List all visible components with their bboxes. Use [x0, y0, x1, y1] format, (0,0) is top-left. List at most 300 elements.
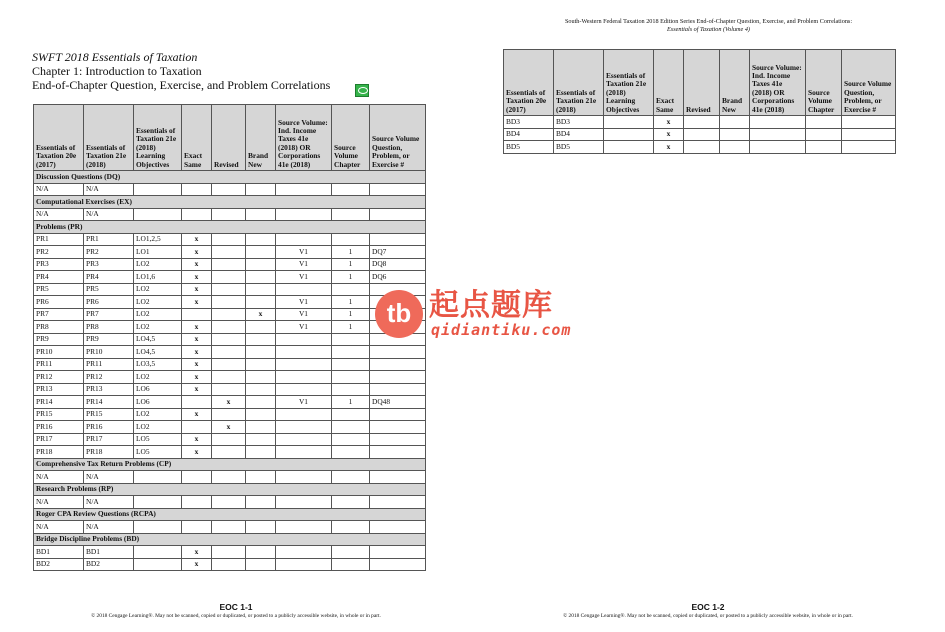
cell-exact-same: x: [182, 558, 212, 571]
cell-learning-objectives: LO2: [134, 283, 182, 296]
cell-revised: [212, 496, 246, 509]
table-row: [34, 521, 426, 534]
watermark-url-text: qidiantiku.com: [431, 321, 572, 339]
cell-brand-new: x: [246, 308, 276, 321]
cell-brand-new: [246, 271, 276, 284]
watermark-logo: [375, 290, 575, 340]
cell-exact-same: x: [182, 358, 212, 371]
table-row: [34, 271, 426, 284]
cell-source-volume: [276, 358, 332, 371]
section-header-row: [34, 533, 426, 546]
cell-revised: [212, 521, 246, 534]
running-header-line-1: South-Western Federal Taxation 2018 Edition Series End-of-Chapter Question, Exercise, and Problem Correlations:: [564, 18, 853, 25]
table-row: [34, 321, 426, 334]
cell-brand-new: [246, 521, 276, 534]
cell-edition-21e: PR5: [84, 283, 134, 296]
cell-edition-20e: PR16: [34, 421, 84, 434]
cell-source-chapter: [332, 471, 370, 484]
cell-learning-objectives: LO3,5: [134, 358, 182, 371]
cell-source-question: [370, 471, 426, 484]
cell-brand-new: [720, 116, 750, 129]
column-header-source-question: Source Volume Question, Problem, or Exercise #: [842, 50, 896, 116]
cell-revised: [212, 433, 246, 446]
column-header-revised: Revised: [212, 105, 246, 171]
cell-edition-20e: PR9: [34, 333, 84, 346]
cell-brand-new: [246, 446, 276, 459]
cell-source-volume: [276, 408, 332, 421]
table-row: [34, 546, 426, 559]
cell-source-chapter: [332, 183, 370, 196]
cell-revised: [212, 446, 246, 459]
cell-source-volume: [276, 183, 332, 196]
cell-exact-same: x: [182, 433, 212, 446]
cell-edition-21e: BD1: [84, 546, 134, 559]
cell-brand-new: [246, 183, 276, 196]
cell-learning-objectives: LO6: [134, 396, 182, 409]
cell-learning-objectives: [604, 141, 654, 154]
section-title: Problems (PR): [34, 221, 426, 234]
cell-edition-20e: PR18: [34, 446, 84, 459]
table-row: [34, 183, 426, 196]
table-header-row: [34, 105, 426, 171]
cell-source-question: DQ7: [370, 246, 426, 259]
cell-edition-21e: PR13: [84, 383, 134, 396]
cell-exact-same: x: [182, 408, 212, 421]
cell-edition-21e: PR15: [84, 408, 134, 421]
cell-edition-21e: N/A: [84, 208, 134, 221]
cell-source-question: [842, 141, 896, 154]
cell-brand-new: [246, 246, 276, 259]
cell-source-question: DQ6: [370, 271, 426, 284]
cell-source-volume: [276, 521, 332, 534]
cell-revised: [212, 546, 246, 559]
cell-edition-21e: PR7: [84, 308, 134, 321]
table-row: [504, 141, 896, 154]
cell-edition-20e: BD2: [34, 558, 84, 571]
cell-revised: [212, 296, 246, 309]
correlation-table-left: [33, 104, 426, 571]
table-row: [34, 346, 426, 359]
cell-revised: [212, 333, 246, 346]
cell-edition-20e: PR15: [34, 408, 84, 421]
table-row: [34, 496, 426, 509]
cell-learning-objectives: LO2: [134, 308, 182, 321]
cell-learning-objectives: [134, 208, 182, 221]
cell-learning-objectives: LO1,6: [134, 271, 182, 284]
cell-exact-same: x: [654, 141, 684, 154]
cell-brand-new: [246, 208, 276, 221]
table-row: [34, 383, 426, 396]
cell-revised: [212, 383, 246, 396]
cell-source-chapter: [332, 333, 370, 346]
cell-edition-21e: BD4: [554, 128, 604, 141]
column-header-brand-new: Brand New: [246, 105, 276, 171]
cell-brand-new: [246, 496, 276, 509]
running-header-line-2: Essentials of Taxation (Volume 4): [667, 26, 750, 33]
cell-revised: [212, 308, 246, 321]
cell-edition-21e: PR9: [84, 333, 134, 346]
cell-source-question: [370, 558, 426, 571]
cell-source-question: [370, 346, 426, 359]
cell-source-question: [370, 371, 426, 384]
cell-source-chapter: [332, 521, 370, 534]
cell-edition-20e: PR11: [34, 358, 84, 371]
cell-source-volume: [750, 116, 806, 129]
table-row: [34, 233, 426, 246]
table-body: [504, 116, 896, 154]
cell-edition-20e: N/A: [34, 496, 84, 509]
cell-revised: [684, 116, 720, 129]
cell-edition-20e: PR12: [34, 371, 84, 384]
cell-edition-20e: PR8: [34, 321, 84, 334]
cell-edition-21e: PR18: [84, 446, 134, 459]
section-title: Roger CPA Review Questions (RCPA): [34, 508, 426, 521]
cell-edition-20e: N/A: [34, 208, 84, 221]
cell-exact-same: x: [182, 333, 212, 346]
cell-revised: [212, 233, 246, 246]
cell-edition-21e: PR11: [84, 358, 134, 371]
column-header-learning-objectives: Essentials of Taxation 21e (2018) Learning Objectives: [604, 50, 654, 116]
table-row: [34, 396, 426, 409]
cell-edition-20e: PR4: [34, 271, 84, 284]
cell-source-question: [370, 408, 426, 421]
table-row: [504, 128, 896, 141]
cell-brand-new: [246, 471, 276, 484]
section-header-row: [34, 458, 426, 471]
cell-source-chapter: [332, 558, 370, 571]
cell-brand-new: [246, 346, 276, 359]
cell-exact-same: x: [654, 128, 684, 141]
cell-source-question: [370, 433, 426, 446]
cell-brand-new: [246, 333, 276, 346]
table-row: [34, 421, 426, 434]
cell-edition-20e: N/A: [34, 471, 84, 484]
cell-revised: [212, 246, 246, 259]
cell-learning-objectives: LO4,5: [134, 333, 182, 346]
cell-source-chapter: [332, 496, 370, 509]
cell-learning-objectives: LO2: [134, 371, 182, 384]
copyright-notice: © 2018 Cengage Learning®. May not be scanned, copied or duplicated, or posted to a publicly accessible website, in whole or in part.: [91, 613, 381, 619]
cell-source-volume: [276, 421, 332, 434]
cell-learning-objectives: LO2: [134, 296, 182, 309]
cell-revised: [212, 283, 246, 296]
cell-source-question: [370, 233, 426, 246]
cell-source-chapter: 1: [332, 246, 370, 259]
table-row: [34, 283, 426, 296]
cell-exact-same: [182, 308, 212, 321]
watermark-badge: tb: [375, 290, 423, 338]
cell-learning-objectives: LO1: [134, 246, 182, 259]
cell-revised: [212, 346, 246, 359]
cell-source-chapter: [806, 116, 842, 129]
cell-revised: [212, 358, 246, 371]
column-header-edition-20e: Essentials of Taxation 20e (2017): [504, 50, 554, 116]
table-row: [34, 471, 426, 484]
cell-source-chapter: [332, 346, 370, 359]
cell-learning-objectives: [604, 116, 654, 129]
cell-exact-same: x: [182, 246, 212, 259]
cell-edition-21e: PR16: [84, 421, 134, 434]
cell-source-question: [370, 208, 426, 221]
column-header-edition-20e: Essentials of Taxation 20e (2017): [34, 105, 84, 171]
cell-source-volume: V1: [276, 308, 332, 321]
cell-source-volume: [276, 558, 332, 571]
cell-revised: [684, 141, 720, 154]
cell-edition-20e: PR10: [34, 346, 84, 359]
cell-edition-21e: N/A: [84, 496, 134, 509]
cell-exact-same: [182, 396, 212, 409]
section-title: Research Problems (RP): [34, 483, 426, 496]
cell-brand-new: [246, 321, 276, 334]
title-line-1: SWFT 2018 Essentials of Taxation: [32, 50, 198, 64]
table-row: [34, 208, 426, 221]
cell-source-volume: [276, 446, 332, 459]
cell-edition-20e: BD3: [504, 116, 554, 129]
page-footer-left: [0, 602, 472, 620]
cell-source-chapter: [332, 208, 370, 221]
running-header: [472, 18, 945, 34]
cell-source-question: [370, 183, 426, 196]
cell-edition-21e: PR3: [84, 258, 134, 271]
column-header-source-chapter: Source Volume Chapter: [806, 50, 842, 116]
section-header-row: [34, 483, 426, 496]
table-row: [34, 371, 426, 384]
table-row: [34, 358, 426, 371]
cell-exact-same: [182, 421, 212, 434]
cell-edition-20e: N/A: [34, 183, 84, 196]
cell-learning-objectives: LO2: [134, 258, 182, 271]
cell-edition-21e: PR6: [84, 296, 134, 309]
table-row: [34, 296, 426, 309]
cell-source-question: [370, 521, 426, 534]
cell-edition-21e: BD5: [554, 141, 604, 154]
cell-brand-new: [246, 421, 276, 434]
cell-exact-same: [182, 208, 212, 221]
cell-brand-new: [246, 283, 276, 296]
cell-source-volume: V1: [276, 246, 332, 259]
cell-learning-objectives: [134, 521, 182, 534]
cell-source-chapter: [332, 371, 370, 384]
cell-edition-20e: PR6: [34, 296, 84, 309]
cell-exact-same: x: [182, 283, 212, 296]
cell-brand-new: [246, 433, 276, 446]
column-header-edition-21e: Essentials of Taxation 21e (2018): [554, 50, 604, 116]
cell-source-chapter: [332, 421, 370, 434]
cell-learning-objectives: [134, 183, 182, 196]
cell-source-question: DQ48: [370, 396, 426, 409]
table-row: [504, 116, 896, 129]
section-header-row: [34, 196, 426, 209]
cell-source-chapter: 1: [332, 258, 370, 271]
cell-exact-same: x: [182, 446, 212, 459]
title-line-2: Chapter 1: Introduction to Taxation: [32, 64, 202, 78]
cell-source-volume: [276, 233, 332, 246]
section-header-row: [34, 171, 426, 184]
cell-source-question: [370, 446, 426, 459]
cell-edition-20e: PR3: [34, 258, 84, 271]
cell-exact-same: x: [182, 371, 212, 384]
table-header-row: [504, 50, 896, 116]
table-body: [34, 171, 426, 571]
cell-exact-same: [182, 496, 212, 509]
column-header-exact-same: Exact Same: [654, 50, 684, 116]
copyright-notice: © 2018 Cengage Learning®. May not be scanned, copied or duplicated, or posted to a publicly accessible website, in whole or in part.: [563, 613, 853, 619]
page-number: EOC 1-1: [219, 602, 253, 612]
cell-revised: [212, 471, 246, 484]
cell-edition-20e: PR1: [34, 233, 84, 246]
cell-source-volume: [750, 128, 806, 141]
cell-source-chapter: [332, 546, 370, 559]
cell-source-volume: [276, 546, 332, 559]
cell-source-question: [370, 358, 426, 371]
column-header-revised: Revised: [684, 50, 720, 116]
cell-edition-21e: PR14: [84, 396, 134, 409]
cell-brand-new: [246, 396, 276, 409]
cell-source-volume: [276, 383, 332, 396]
cell-source-volume: V1: [276, 296, 332, 309]
cell-edition-21e: PR4: [84, 271, 134, 284]
column-header-source-question: Source Volume Question, Problem, or Exercise #: [370, 105, 426, 171]
cell-source-chapter: [806, 141, 842, 154]
section-title: Discussion Questions (DQ): [34, 171, 426, 184]
cell-learning-objectives: LO1,2,5: [134, 233, 182, 246]
cell-source-question: [370, 546, 426, 559]
column-header-source-volume: Source Volume: Ind. Income Taxes 41e (2018) OR Corporations 41e (2018): [750, 50, 806, 116]
table-row: [34, 333, 426, 346]
cell-edition-20e: BD1: [34, 546, 84, 559]
column-header-source-chapter: Source Volume Chapter: [332, 105, 370, 171]
section-title: Computational Exercises (EX): [34, 196, 426, 209]
cell-edition-21e: N/A: [84, 521, 134, 534]
cell-revised: x: [212, 421, 246, 434]
cell-source-chapter: [332, 283, 370, 296]
cell-source-volume: [276, 208, 332, 221]
cell-source-volume: [276, 371, 332, 384]
page-number: EOC 1-2: [691, 602, 725, 612]
cell-source-volume: V1: [276, 321, 332, 334]
cell-exact-same: [182, 521, 212, 534]
cell-source-volume: V1: [276, 258, 332, 271]
section-title: Bridge Discipline Problems (BD): [34, 533, 426, 546]
page-footer-right: [472, 602, 944, 620]
cell-edition-20e: PR17: [34, 433, 84, 446]
cell-source-chapter: 1: [332, 396, 370, 409]
cell-source-chapter: [332, 358, 370, 371]
table-row: [34, 308, 426, 321]
cell-source-question: [370, 496, 426, 509]
cell-edition-20e: BD4: [504, 128, 554, 141]
cell-source-chapter: 1: [332, 308, 370, 321]
cell-edition-20e: PR14: [34, 396, 84, 409]
cell-edition-21e: N/A: [84, 471, 134, 484]
cell-source-volume: [276, 283, 332, 296]
watermark-chinese-text: 起点题库: [429, 288, 553, 323]
table-row: [34, 433, 426, 446]
cell-revised: [212, 258, 246, 271]
cell-learning-objectives: LO2: [134, 321, 182, 334]
table-row: [34, 258, 426, 271]
cell-source-question: [842, 116, 896, 129]
table-row: [34, 246, 426, 259]
cell-exact-same: x: [182, 383, 212, 396]
column-header-learning-objectives: Essentials of Taxation 21e (2018) Learning Objectives: [134, 105, 182, 171]
cell-source-chapter: 1: [332, 296, 370, 309]
cell-brand-new: [246, 371, 276, 384]
cell-learning-objectives: [134, 471, 182, 484]
table-row: [34, 408, 426, 421]
cell-edition-20e: PR13: [34, 383, 84, 396]
cell-learning-objectives: [134, 546, 182, 559]
cell-brand-new: [246, 358, 276, 371]
cell-source-chapter: 1: [332, 321, 370, 334]
section-header-row: [34, 508, 426, 521]
cell-brand-new: [246, 258, 276, 271]
cell-edition-21e: PR1: [84, 233, 134, 246]
cell-source-volume: [750, 141, 806, 154]
cell-learning-objectives: LO2: [134, 408, 182, 421]
cell-revised: [212, 271, 246, 284]
cell-revised: [212, 558, 246, 571]
cell-learning-objectives: LO2: [134, 421, 182, 434]
cell-revised: [212, 371, 246, 384]
section-header-row: [34, 221, 426, 234]
cell-learning-objectives: [134, 496, 182, 509]
cell-edition-21e: BD3: [554, 116, 604, 129]
cell-source-volume: [276, 346, 332, 359]
cell-source-volume: [276, 471, 332, 484]
table-row: [34, 558, 426, 571]
cell-source-volume: [276, 333, 332, 346]
cell-edition-21e: PR2: [84, 246, 134, 259]
cell-brand-new: [246, 558, 276, 571]
cell-exact-same: x: [182, 321, 212, 334]
section-title: Comprehensive Tax Return Problems (CP): [34, 458, 426, 471]
column-header-exact-same: Exact Same: [182, 105, 212, 171]
cell-source-question: DQ8: [370, 258, 426, 271]
cell-edition-20e: PR7: [34, 308, 84, 321]
cell-edition-20e: PR2: [34, 246, 84, 259]
cell-edition-20e: PR5: [34, 283, 84, 296]
cell-source-chapter: [332, 233, 370, 246]
document-title: [32, 50, 330, 92]
cell-learning-objectives: LO5: [134, 446, 182, 459]
cell-edition-20e: BD5: [504, 141, 554, 154]
cell-learning-objectives: [134, 558, 182, 571]
cell-learning-objectives: LO4,5: [134, 346, 182, 359]
column-header-brand-new: Brand New: [720, 50, 750, 116]
cell-brand-new: [720, 141, 750, 154]
cell-exact-same: x: [182, 296, 212, 309]
cell-learning-objectives: [604, 128, 654, 141]
column-header-source-volume: Source Volume: Ind. Income Taxes 41e (2018) OR Corporations 41e (2018): [276, 105, 332, 171]
cell-revised: [212, 208, 246, 221]
cell-brand-new: [246, 233, 276, 246]
cell-edition-21e: PR12: [84, 371, 134, 384]
table-row: [34, 446, 426, 459]
cell-brand-new: [246, 408, 276, 421]
title-line-3: End-of-Chapter Question, Exercise, and Problem Correlations: [32, 78, 331, 92]
correlation-table-right: [503, 49, 896, 154]
cell-exact-same: [182, 183, 212, 196]
cell-revised: x: [212, 396, 246, 409]
cell-edition-21e: PR8: [84, 321, 134, 334]
cell-source-question: [842, 128, 896, 141]
comment-icon[interactable]: [355, 84, 369, 97]
column-header-edition-21e: Essentials of Taxation 21e (2018): [84, 105, 134, 171]
cell-revised: [212, 408, 246, 421]
cell-edition-21e: PR17: [84, 433, 134, 446]
cell-source-chapter: 1: [332, 271, 370, 284]
